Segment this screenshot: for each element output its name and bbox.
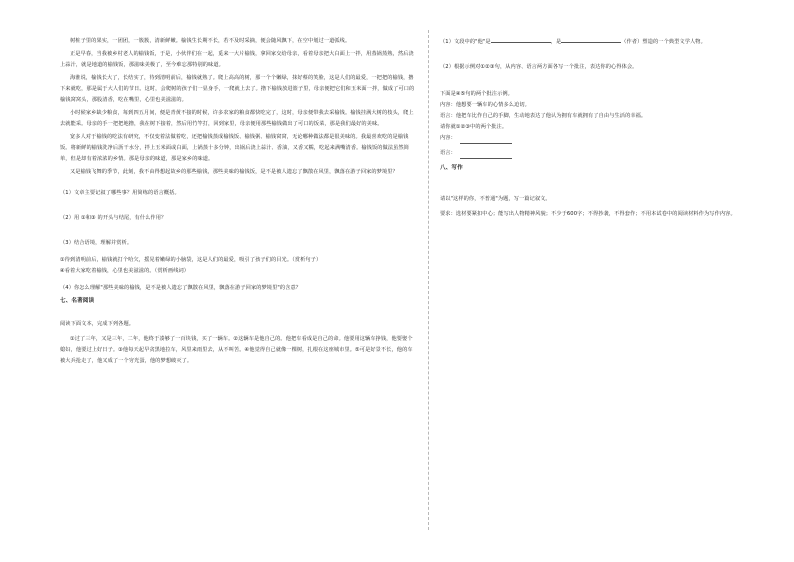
answer-row-content: 内容： <box>440 133 770 144</box>
example-content: 内容：他想要一辆车的心情多么迫切。 <box>440 102 530 108</box>
writing-prompt: 请以"这样的你，不普通"为题，写一篇记叙文。 <box>440 196 551 202</box>
section-intro: 阅读下面文本，完成下列各题。 <box>60 321 135 327</box>
example-language: 语言：他把车比作自己的手脚，生动地表达了他认为拥有车就拥有了自由与生活的幸福。 <box>440 113 647 119</box>
answer-row-language: 语言： <box>440 148 770 159</box>
section-title-8: 八、写作 <box>440 165 463 171</box>
reading-paragraph: 正是早春，当我被乡村老人的榆钱饭，于是，小伙伴们在一起，觅来一大片榆钱，拿回家交给母亲，看着母亲把大白面上一拌，用蒸锅蒸熟，然后浇上蒜汁，就是地道的榆钱饭，那滋味美极了，至今难忘那特别的味道。 <box>60 51 414 68</box>
writing-requirement: 要求：选材要紧扣中心；能写出人物精神风貌；不少于600字；不得抄袭，不得套作；不用本试卷中的阅读材料作为写作内容。 <box>440 211 736 217</box>
answer-blank[interactable] <box>491 36 551 43</box>
question-r1: （1）文段中的"他"是 ，是 （作者）塑造的一个典型文学人物。 <box>440 36 770 48</box>
answer-blank[interactable] <box>561 36 621 43</box>
question-3-item: ④看着大家吃着榆钱，心里也美滋滋的。（赏析画线词） <box>60 268 190 274</box>
reading-paragraph: 宽多人对于榆钱的吃法有研究，不仅变着法做着吃，还把榆钱蒸成榆钱饭、榆钱粥、榆钱窝窝，无论哪种做法都是很美味的。我最喜欢吃的是榆钱饭。将新鲜的榆钱洗净后沥干水分，拌上玉米面或白面，上锅蒸十多分钟，出锅后浇上蒜汁、香油，又香又糯，吃起来满嘴清香。榆钱饭的做法虽然简单，但是却有着浓浓的乡情。那是母亲的味道，那是家乡的味道。 <box>60 134 409 162</box>
right-column <box>440 36 770 220</box>
answer-blank[interactable] <box>460 152 512 159</box>
question-3: （3）结合语境，理解并赏析。 <box>60 240 133 246</box>
question-1: （1）文章主要记叙了哪些事？用简练的语言概括。 <box>60 190 180 196</box>
left-column <box>60 36 416 369</box>
reading-paragraph: 树桩子里的果实，一团团，一簇簇，清新鲜嫩。榆钱生长期不长，若不及时采摘，便会随风飘下，在空中划过一道弧线。 <box>70 38 351 44</box>
example-title: 下面是④⑤句的两个批注示例。 <box>440 91 513 97</box>
question-r2: （2）根据示例对①②③句，从内容、语言两方面各写一个批注，表达你的心得体会。 <box>440 64 638 70</box>
reading-paragraph: 海淮说，榆钱长大了，长结实了，待到清明前后，榆钱就熟了。爬上高高的树，那一个个嫩绿，抹好蔡的笑脸，这是人们的最爱，一把把的榆钱，撸下来就吃，那是属于大人们的节日。这时，会爬树的孩子们一显身手，一爬就上去了。撸下榆钱放进篮子里，母亲便把它们和玉米面一拌，做成了可口的榆钱窝窝头，那股清香，吃在嘴里，心里也美滋滋的。 <box>60 75 415 103</box>
question-3-item: ①待到清明前后，榆钱就打个哈欠，摇晃着嫩绿的小脑袋，这是人们的最爱，吸引了孩子们的目光。（赏析句子） <box>60 257 322 263</box>
reading-paragraph: 小时候家乡缺少粮食，每到四五月间，便是青黄不接的时候，许多农家的粮食都快吃完了，这时，母亲便带我去采榆钱。榆钱挂满大树的枝头，爬上去就能采。母亲的手一把把地撸，我在树下接着，然后用竹竿打，回到家里，母亲便用那些榆钱做出了可口的饭菜，那是我们最好的美味。 <box>60 110 414 127</box>
question-2: （2）用 ①和③ 的开头与结尾，有什么作用？ <box>60 215 167 221</box>
question-4: （4）你怎么理解"那些美味的榆钱，是不是被人遗忘了飘散在风里，飘落在游子回家的梦境里"的含意？ <box>60 285 302 291</box>
instruction: 请你就①②③中的两个批注。 <box>440 124 508 130</box>
reading-paragraph: 又是榆钱飞舞的季节，此刻，我不由得想起故乡的那些榆钱，那些美味的榆钱饭，是不是被人遗忘了飘散在风里，飘落在游子回家的梦境里？ <box>70 169 398 175</box>
answer-blank[interactable] <box>460 137 512 144</box>
column-divider <box>428 30 429 530</box>
novel-passage: ①过了三年，又是三年，二年，他终于凑够了一百块钱，买了一辆车。②这辆车是他自己的。他把车看成是自己的命。他要用这辆车挣钱，他要娶个媳妇，他要过上好日子。③他每天起早贪黑地拉车，风里来雨里去，从不叫苦。④他觉得自己就像一棵树，扎根在这座城市里。⑤可是好景不长，他的车被大兵抢走了，他又成了一个穷光蛋，他的梦想破灭了。 <box>60 336 413 364</box>
section-title-7: 七、名著阅读 <box>60 298 95 304</box>
